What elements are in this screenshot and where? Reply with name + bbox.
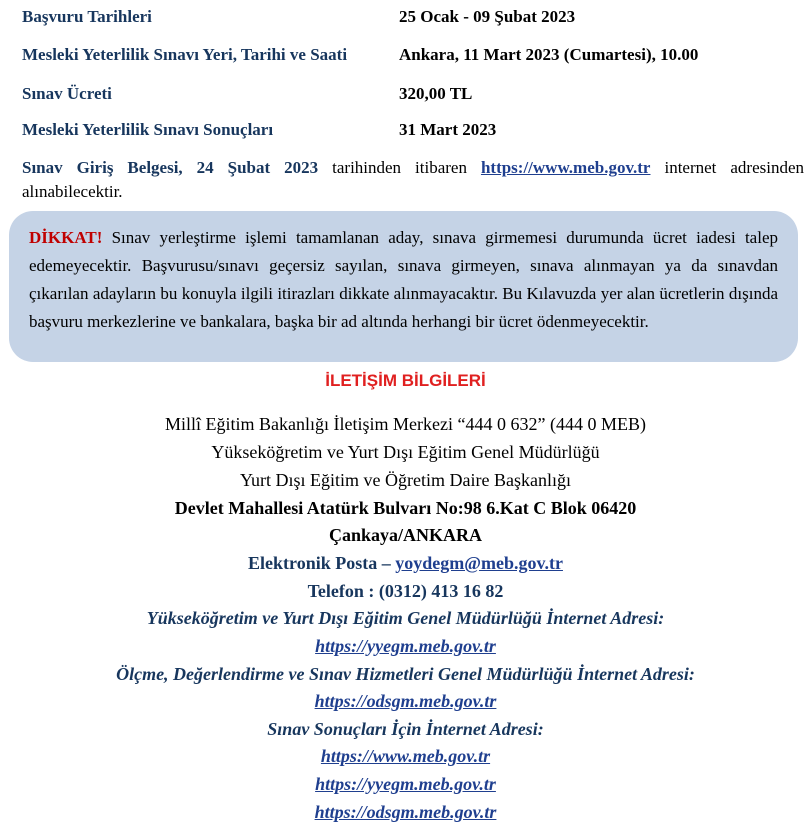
results-url-line — [0, 800, 811, 824]
address-line: Çankaya/ANKARA — [328, 525, 483, 545]
entry-document-note — [22, 156, 804, 204]
email-line — [0, 551, 811, 575]
info-label: Sınav Ücreti — [22, 84, 112, 103]
info-value: 25 Ocak - 09 Şubat 2023 — [399, 7, 576, 26]
results-url-line — [0, 772, 811, 796]
contact-line: Millî Eğitim Bakanlığı İletişim Merkezi “444 0 632” (444 0 MEB) — [165, 414, 646, 434]
results-link-meb[interactable]: https://www.meb.gov.tr — [320, 746, 491, 766]
meb-link[interactable]: https://www.meb.gov.tr — [480, 158, 651, 177]
email-label: Elektronik Posta – — [248, 553, 396, 573]
info-value: 31 Mart 2023 — [399, 120, 497, 139]
results-label: Sınav Sonuçları İçin İnternet Adresi: — [267, 719, 544, 739]
contact-line: Yükseköğretim ve Yurt Dışı Eğitim Genel Müdürlüğü — [211, 442, 600, 462]
info-label: Mesleki Yeterlilik Sınavı Yeri, Tarihi ve Saati — [22, 45, 348, 64]
results-link-yyegm[interactable]: https://yyegm.meb.gov.tr — [315, 774, 496, 794]
entry-note-tail: internet adresinden alınabilecektir. — [22, 158, 805, 201]
entry-note-bold: Sınav Giriş Belgesi, 24 Şubat 2023 — [22, 158, 319, 177]
results-url-line — [0, 744, 811, 768]
results-link-odsgm[interactable]: https://odsgm.meb.gov.tr — [314, 802, 497, 822]
yyegm-url-line — [0, 634, 811, 658]
odsgm-url-line — [0, 689, 811, 713]
odsgm-label: Ölçme, Değerlendirme ve Sınav Hizmetleri Genel Müdürlüğü İnternet Adresi: — [116, 664, 695, 684]
info-label: Mesleki Yeterlilik Sınavı Sonuçları — [22, 120, 274, 139]
warning-text: Sınav yerleştirme işlemi tamamlanan aday, sınava girmemesi durumunda ücret iadesi talep edemeyecektir. Başvurusu/sınavı geçersiz sayılan, sınava girmeyen, sınava alınmayan ya da sınavdan çıkarılan adayların bu konuyla ilgili itirazları dikkate alınmayacaktır. Bu Kılavuzda yer alan ücretlerin dışında başvuru merkezlerine ve bankalara, başka bir ad altında herhangi bir ücret ödenmeyecektir. — [29, 228, 778, 331]
warning-box — [9, 211, 798, 362]
email-link[interactable]: yoydegm@meb.gov.tr — [395, 553, 563, 573]
yyegm-link[interactable]: https://yyegm.meb.gov.tr — [315, 636, 496, 656]
phone-line: Telefon : (0312) 413 16 82 — [307, 581, 504, 601]
info-value: 320,00 TL — [399, 84, 473, 103]
entry-note-mid: tarihinden itibaren — [318, 158, 481, 177]
contact-line: Yurt Dışı Eğitim ve Öğretim Daire Başkanlığı — [240, 470, 571, 490]
info-value: Ankara, 11 Mart 2023 (Cumartesi), 10.00 — [399, 45, 699, 64]
odsgm-link[interactable]: https://odsgm.meb.gov.tr — [314, 691, 497, 711]
warning-label: DİKKAT! — [29, 228, 103, 247]
info-label: Başvuru Tarihleri — [22, 7, 152, 26]
yyegm-label: Yükseköğretim ve Yurt Dışı Eğitim Genel Müdürlüğü İnternet Adresi: — [146, 608, 665, 628]
address-line: Devlet Mahallesi Atatürk Bulvarı No:98 6.Kat C Blok 06420 — [174, 498, 637, 518]
contact-heading: İLETİŞİM BİLGİLERİ — [325, 371, 486, 390]
